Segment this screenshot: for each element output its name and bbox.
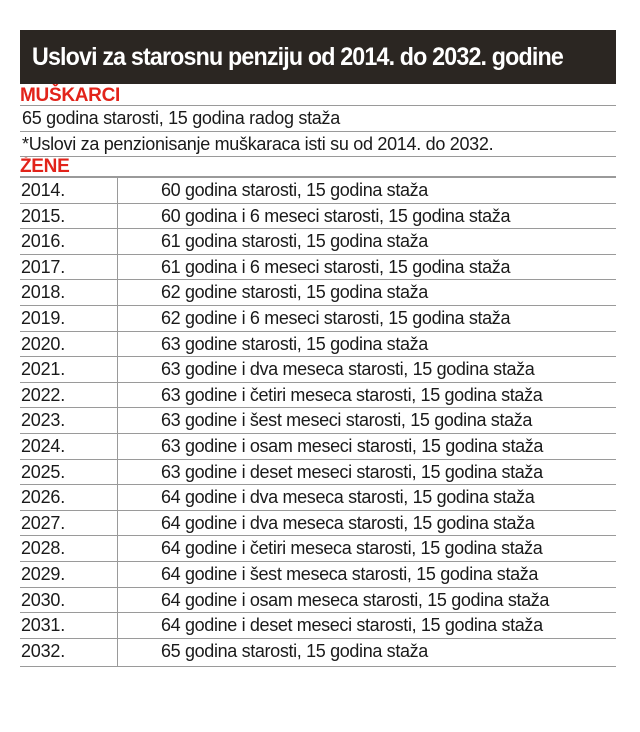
- table-row: [20, 613, 616, 639]
- table-row: [20, 332, 616, 358]
- year-cell: 2029.: [20, 562, 118, 587]
- women-table: [20, 177, 616, 667]
- condition-cell: 64 godine i dva meseca starosti, 15 godina staža: [161, 512, 535, 533]
- table-row: [20, 588, 616, 614]
- condition-cell: 62 godine starosti, 15 godina staža: [161, 282, 428, 303]
- title-bar: [20, 30, 616, 84]
- pension-conditions-table: [20, 30, 616, 667]
- table-row: [20, 255, 616, 281]
- condition-cell: 60 godina i 6 meseci starosti, 15 godina staža: [161, 205, 511, 226]
- condition-cell: 64 godine i dva meseca starosti, 15 godina staža: [161, 487, 535, 508]
- year-cell: 2028.: [20, 536, 118, 561]
- year-cell: 2027.: [20, 511, 118, 536]
- table-row: [20, 383, 616, 409]
- year-cell: 2026.: [20, 485, 118, 510]
- condition-cell: 63 godine i dva meseca starosti, 15 godina staža: [161, 359, 535, 380]
- men-condition: 65 godina starosti, 15 godina radog staža: [20, 106, 616, 132]
- year-cell: 2031.: [20, 613, 118, 638]
- table-row: [20, 229, 616, 255]
- year-cell: 2014.: [20, 178, 118, 203]
- year-cell: 2032.: [20, 639, 118, 666]
- condition-cell: 64 godine i osam meseca starosti, 15 godina staža: [161, 589, 550, 610]
- section-label-men: MUŠKARCI: [20, 84, 616, 106]
- year-cell: 2024.: [20, 434, 118, 459]
- year-cell: 2019.: [20, 306, 118, 331]
- table-row: [20, 639, 616, 667]
- table-row: [20, 562, 616, 588]
- table-row: [20, 357, 616, 383]
- year-cell: 2023.: [20, 408, 118, 433]
- condition-cell: 64 godine i šest meseca starosti, 15 godina staža: [161, 563, 539, 584]
- table-row: [20, 460, 616, 486]
- year-cell: 2020.: [20, 332, 118, 357]
- condition-cell: 63 godine starosti, 15 godina staža: [161, 333, 428, 354]
- table-row: [20, 434, 616, 460]
- condition-cell: 62 godine i 6 meseci starosti, 15 godina staža: [161, 307, 511, 328]
- year-cell: 2017.: [20, 255, 118, 280]
- table-row: [20, 178, 616, 204]
- table-row: [20, 280, 616, 306]
- section-label-women: ŽENE: [20, 157, 616, 177]
- year-cell: 2030.: [20, 588, 118, 613]
- men-note: *Uslovi za penzionisanje muškaraca isti su od 2014. do 2032.: [20, 132, 616, 158]
- condition-cell: 60 godina starosti, 15 godina staža: [161, 180, 428, 200]
- year-cell: 2018.: [20, 280, 118, 305]
- year-cell: 2021.: [20, 357, 118, 382]
- year-cell: 2022.: [20, 383, 118, 408]
- table-row: [20, 536, 616, 562]
- condition-cell: 61 godina i 6 meseci starosti, 15 godina staža: [161, 256, 511, 277]
- condition-cell: 61 godina starosti, 15 godina staža: [161, 231, 428, 252]
- table-row: [20, 204, 616, 230]
- condition-cell: 64 godine i deset meseci starosti, 15 godina staža: [161, 615, 543, 636]
- table-row: [20, 485, 616, 511]
- year-cell: 2025.: [20, 460, 118, 485]
- table-row: [20, 408, 616, 434]
- condition-cell: 63 godine i osam meseci starosti, 15 godina staža: [161, 435, 544, 456]
- condition-cell: 65 godina starosti, 15 godina staža: [161, 640, 428, 661]
- table-row: [20, 306, 616, 332]
- condition-cell: 63 godine i deset meseci starosti, 15 godina staža: [161, 461, 543, 482]
- condition-cell: 64 godine i četiri meseca starosti, 15 godina staža: [161, 538, 543, 559]
- condition-cell: 63 godine i četiri meseca starosti, 15 godina staža: [161, 384, 543, 405]
- year-cell: 2015.: [20, 204, 118, 229]
- year-cell: 2016.: [20, 229, 118, 254]
- page-title: Uslovi za starosnu penziju od 2014. do 2032. godine: [32, 42, 563, 71]
- table-row: [20, 511, 616, 537]
- condition-cell: 63 godine i šest meseci starosti, 15 godina staža: [161, 410, 533, 431]
